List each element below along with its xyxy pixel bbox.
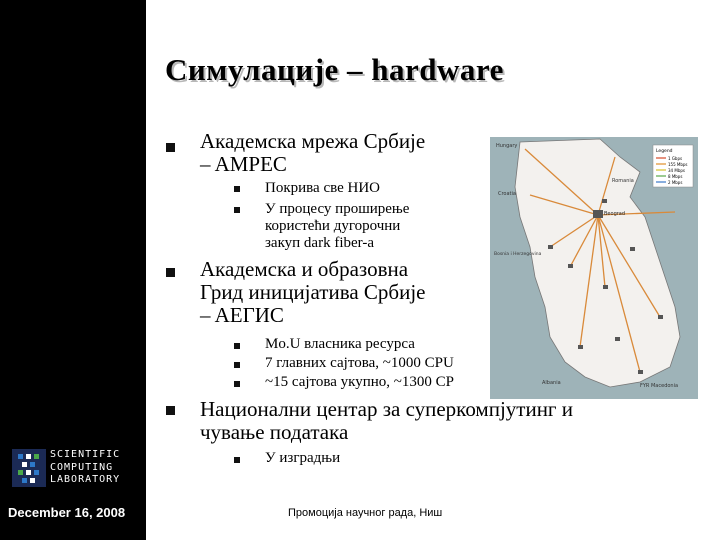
bullet-line: – AMPEC [200, 152, 287, 176]
bullet-marker [166, 406, 175, 415]
scl-logo [12, 449, 132, 487]
sub-bullet-marker [234, 381, 240, 387]
logo-line: COMPUTING [50, 461, 114, 473]
legend-item: 1 Gbps [668, 156, 683, 161]
sub-bullet-nio: Покрива све НИО [265, 180, 380, 196]
amres-network-map [490, 137, 698, 399]
bullet-line: Академска мрежа Србије [200, 129, 426, 153]
bullet-line: Академска и образовна [200, 257, 409, 281]
map-label-hungary: Hungary [496, 143, 518, 149]
serbia-map-icon [490, 137, 698, 399]
sub-bullet-total-sites: ~15 сајтова укупно, ~1300 CP [265, 374, 455, 390]
bullet-line: Грид иницијатива Србије [200, 280, 426, 304]
map-label-croatia: Croatia [498, 191, 516, 197]
map-label-beograd: Beograd [604, 211, 626, 217]
slide-title: Симулације – hardware [165, 52, 504, 87]
sub-bullet-line: У процесу проширење [265, 201, 410, 217]
sub-bullet-marker [234, 343, 240, 349]
bullet-line: – AEГИС [200, 303, 284, 327]
sub-bullet-marker [234, 457, 240, 463]
logo-line: LABORATORY [50, 474, 121, 485]
legend-item: 2 Mbps [668, 180, 683, 185]
map-legend [653, 145, 693, 187]
legend-title: Legend [656, 149, 673, 154]
sub-bullet-main-sites: 7 главних сајтова, ~1000 CPU [265, 355, 454, 371]
bullet-marker [166, 143, 175, 152]
map-label-albania: Albania [542, 380, 561, 386]
slide-date: December 16, 2008 [8, 505, 126, 520]
bullet-aegis [200, 258, 426, 327]
bullet-amres [200, 130, 425, 176]
sub-bullet-marker [234, 207, 240, 213]
sub-bullet-line: користећи дугорочни [265, 218, 401, 234]
bullet-line: чување података [200, 420, 349, 444]
slide-footer: Промоција научног рада, Ниш [288, 507, 443, 519]
left-sidebar [0, 0, 146, 540]
sub-bullet-marker [234, 186, 240, 192]
bullet-marker [166, 268, 175, 277]
sub-bullet-mou: Mo.U власника ресурса [265, 336, 415, 352]
legend-item: 8 Mbps [668, 174, 683, 179]
logo-line: SCIENTIFIC [50, 449, 121, 460]
bullet-line: Национални центар за суперкомпјутинг и [200, 397, 574, 421]
sub-bullet-line: закуп dark fiber-а [265, 235, 375, 251]
map-label-macedonia: FYR Macedonia [640, 383, 679, 389]
map-label-romania: Romania [612, 178, 634, 184]
sub-bullet-dark-fiber [265, 201, 409, 252]
logo-text [50, 449, 120, 487]
map-label-bosnia: Bosnia i Herzegovina [494, 252, 542, 257]
logo-dots-icon [12, 449, 46, 487]
legend-item: 155 Mbps [668, 162, 688, 167]
legend-item: 34 Mbps [668, 168, 685, 173]
sub-bullet-marker [234, 362, 240, 368]
sub-bullet-in-construction: У изградњи [265, 450, 341, 466]
bullet-supercomputing [200, 398, 573, 444]
